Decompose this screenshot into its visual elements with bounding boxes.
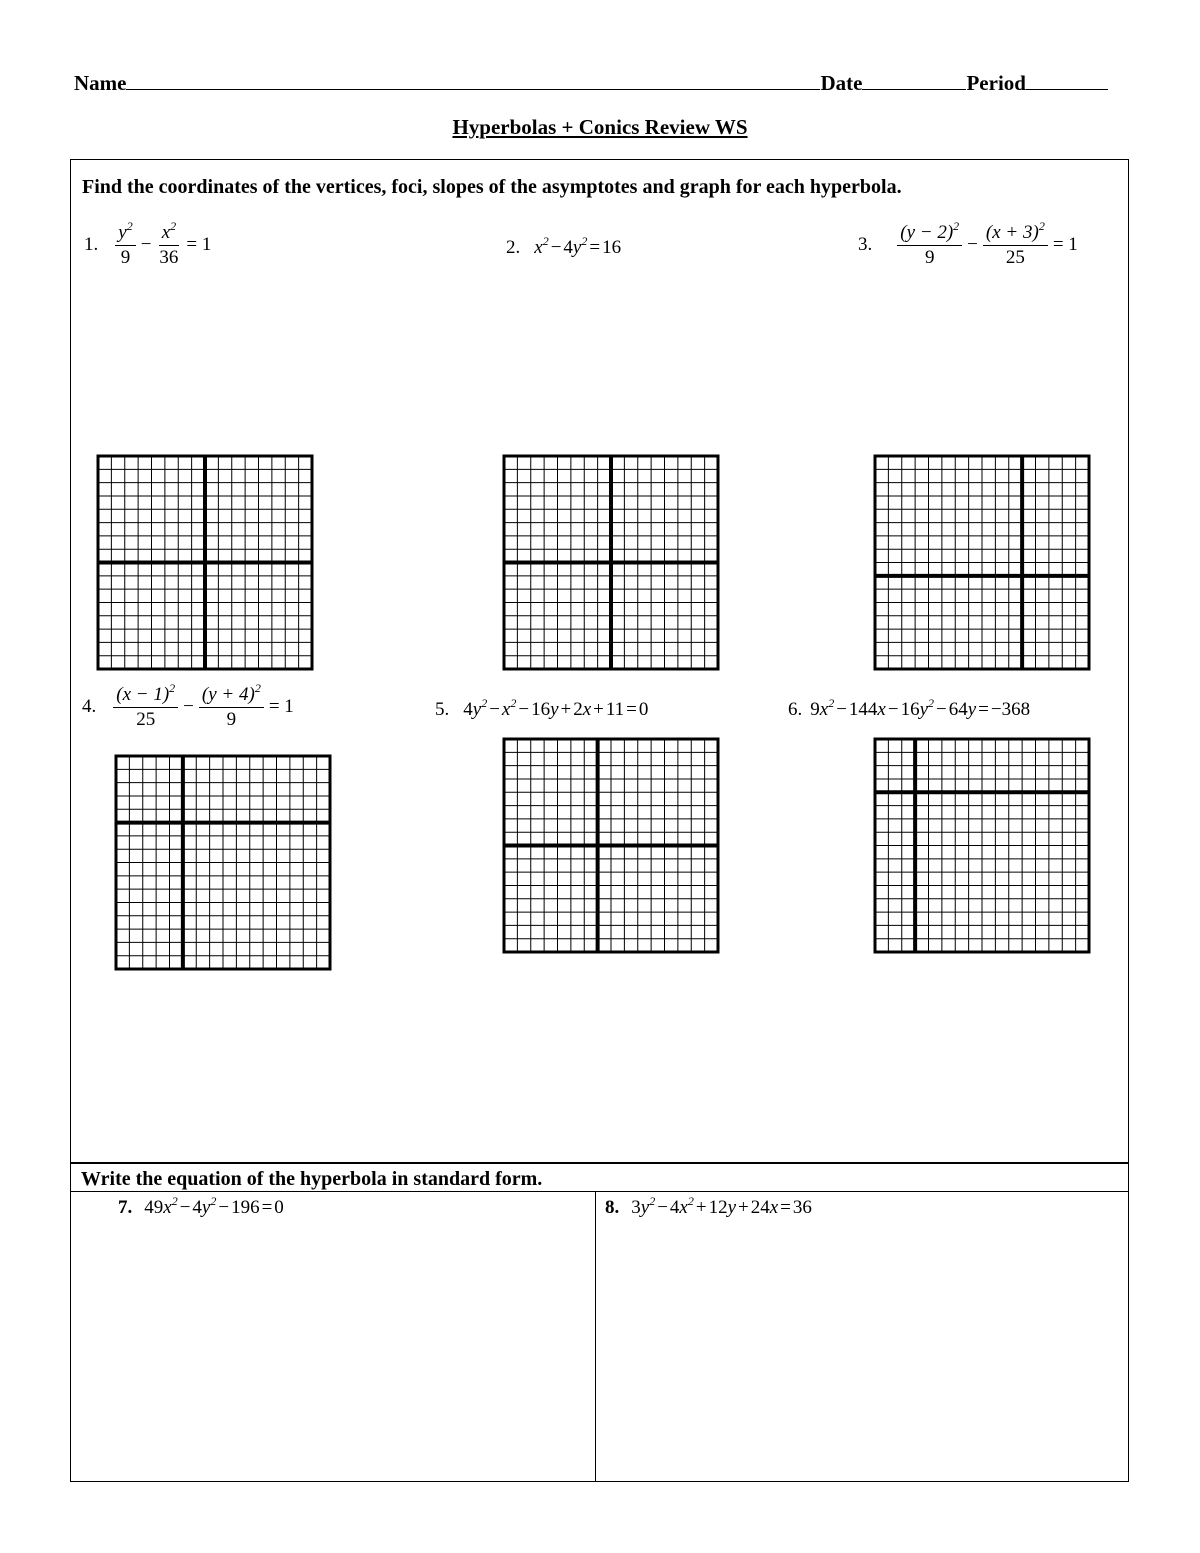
name-label: Name xyxy=(74,71,127,95)
graph-grid-1[interactable] xyxy=(98,456,312,669)
period-label: Period xyxy=(966,71,1026,95)
worksheet-title: Hyperbolas + Conics Review WS xyxy=(452,115,748,139)
problem-6-number: 6. xyxy=(788,699,803,720)
date-label: Date xyxy=(820,71,863,95)
problem-7-number: 7. xyxy=(118,1197,133,1218)
problem-2: 2. $x^2 - 4y^2 = 16$ xyxy=(506,234,622,258)
problem-5-number: 5. xyxy=(435,699,450,720)
problem-3-number: 3. xyxy=(858,234,873,256)
section2-divider xyxy=(71,1191,1128,1192)
name-blank[interactable] xyxy=(126,70,820,90)
graph-grid-3[interactable] xyxy=(875,456,1089,669)
problem-8-number: 8. xyxy=(605,1197,620,1218)
graph-grid-6[interactable] xyxy=(875,739,1089,952)
problem-5: 5. $4y^2 - x^2 - 16y + 2x + 11 = 0$ xyxy=(435,696,649,720)
problem-2-number: 2. xyxy=(506,237,521,258)
problem-6: 6. $9x^2 - 144x - 16y^2 - 64y = -368$ xyxy=(788,696,1031,720)
section2-column-divider xyxy=(595,1191,596,1481)
header-line xyxy=(74,70,1108,96)
problem-8: 8. $3y^2 - 4x^2 + 12y + 24x = 36$ xyxy=(605,1194,812,1218)
graph-grid-2[interactable] xyxy=(504,456,718,669)
problem-1: 1. $\frac{y^2}{9}$ − $\frac{x^2}{36}$ = 1 xyxy=(84,219,212,268)
graph-grid-5[interactable] xyxy=(504,739,718,952)
period-blank[interactable] xyxy=(1026,70,1108,90)
date-blank[interactable] xyxy=(862,70,966,90)
problem-4: 4. $\frac{(x - 1)^2}{25}$ − $\frac{(y + 4)^2}{9}$ = 1 xyxy=(82,681,294,730)
problem-4-number: 4. xyxy=(82,696,97,718)
section2-instruction: Write the equation of the hyperbola in standard form. xyxy=(81,1168,543,1190)
problem-1-number: 1. xyxy=(84,234,99,256)
section1-instruction: Find the coordinates of the vertices, foci, slopes of the asymptotes and graph for each hyperbola. xyxy=(82,176,902,198)
problem-7: 7. $49x^2 - 4y^2 - 196 = 0$ xyxy=(118,1194,284,1218)
graph-grid-4[interactable] xyxy=(116,756,330,969)
problem-3: 3. $\frac{(y - 2)^2}{9}$ − $\frac{(x + 3)^2}{25}$ = 1 xyxy=(858,219,1078,268)
